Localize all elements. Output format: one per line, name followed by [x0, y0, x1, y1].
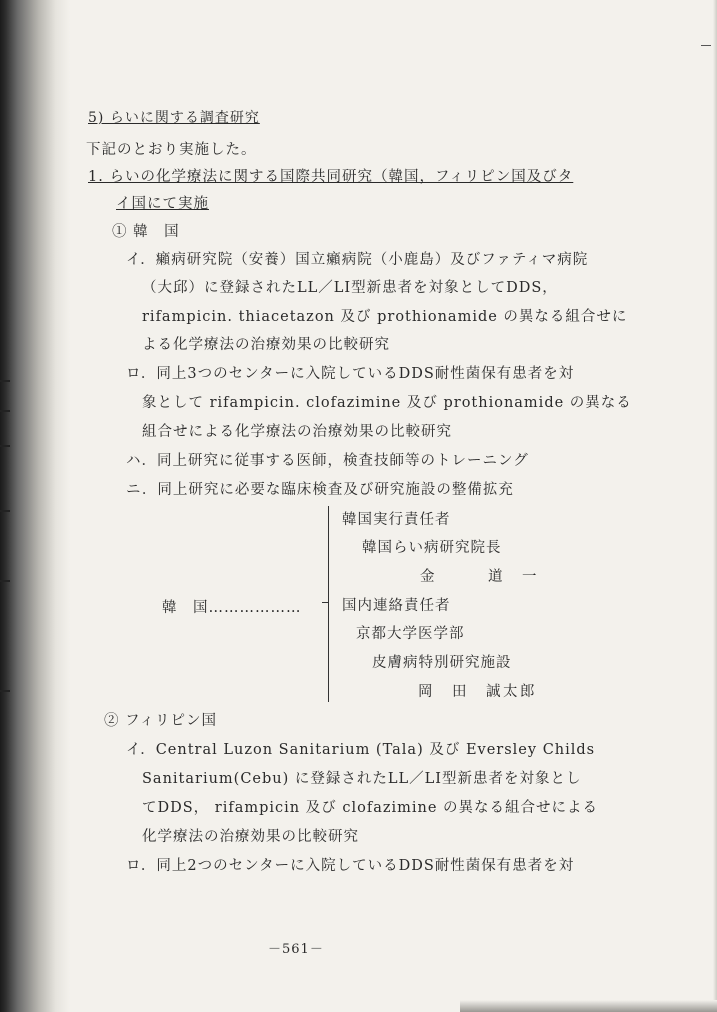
- korea-i-line: rifampicin. thiacetazon 及び prothionamide の異なる組合せに: [142, 309, 628, 325]
- binding-mark: [0, 380, 10, 382]
- curly-brace: [328, 506, 339, 702]
- philippines-i-line: 化学療法の治療効果の比較研究: [142, 829, 359, 845]
- korea-label: 韓 国………………: [162, 600, 302, 616]
- korea-i-line: （大邱）に登録されたLL／LI型新患者を対象としてDDS，: [142, 280, 558, 296]
- korea-i-line: よる化学療法の治療効果の比較研究: [142, 337, 390, 353]
- philippines-ro-line: ロ．同上2つのセンターに入院しているDDS耐性菌保有患者を対: [126, 858, 575, 874]
- korea-ro-line: ロ．同上3つのセンターに入院しているDDS耐性菌保有患者を対: [126, 366, 575, 382]
- affiliation-text: 皮膚病特別研究施設: [372, 655, 512, 671]
- affiliation-text: 韓国らい病研究院長: [362, 540, 502, 556]
- korea-ha-line: ハ．同上研究に従事する医師，検査技師等のトレーニング: [126, 453, 529, 469]
- intro-text: 下記のとおり実施した。: [86, 142, 257, 158]
- philippines-heading: ② フィリピン国: [104, 713, 217, 729]
- binding-mark: [0, 445, 10, 447]
- korea-i-line: イ．癩病研究院（安養）国立癩病院（小鹿島）及びファティマ病院: [126, 252, 589, 268]
- corner-mark: [701, 45, 711, 46]
- item1-heading: 1. らいの化学療法に関する国際共同研究（韓国，フィリピン国及びタ: [88, 169, 574, 185]
- liaison-label: 国内連絡責任者: [342, 598, 451, 614]
- philippines-i-line: てDDS， rifampicin 及び clofazimine の異なる組合せによる: [142, 800, 599, 816]
- page-edge: [713, 0, 717, 1012]
- person-name: 岡 田 誠太郎: [418, 684, 537, 700]
- affiliation-text: 京都大学医学部: [356, 626, 465, 642]
- binding-mark: [0, 410, 10, 412]
- korea-ro-line: 象として rifampicin. clofazimine 及び prothionamide の異なる: [142, 395, 632, 411]
- responsible-person-label: 韓国実行責任者: [342, 512, 451, 528]
- philippines-i-line: Sanitarium(Cebu) に登録されたLL／LI型新患者を対象とし: [142, 771, 582, 787]
- korea-heading: ① 韓 国: [112, 224, 180, 240]
- person-name: 金 道 一: [420, 569, 539, 585]
- item1-heading-cont: イ国にて実施: [116, 196, 209, 212]
- binding-mark: [0, 510, 10, 512]
- korea-ro-line: 組合せによる化学療法の治療効果の比較研究: [142, 424, 452, 440]
- page-edge: [460, 1000, 717, 1012]
- section-title: 5) らいに関する調査研究: [88, 110, 260, 126]
- page-number: －561－: [268, 942, 324, 957]
- philippines-i-line: イ．Central Luzon Sanitarium (Tala) 及び Eversley Childs: [126, 742, 596, 758]
- binding-mark: [0, 580, 10, 582]
- korea-ni-line: ニ．同上研究に必要な臨床検査及び研究施設の整備拡充: [126, 482, 514, 498]
- binding-shadow: [0, 0, 70, 1012]
- binding-mark: [0, 690, 10, 692]
